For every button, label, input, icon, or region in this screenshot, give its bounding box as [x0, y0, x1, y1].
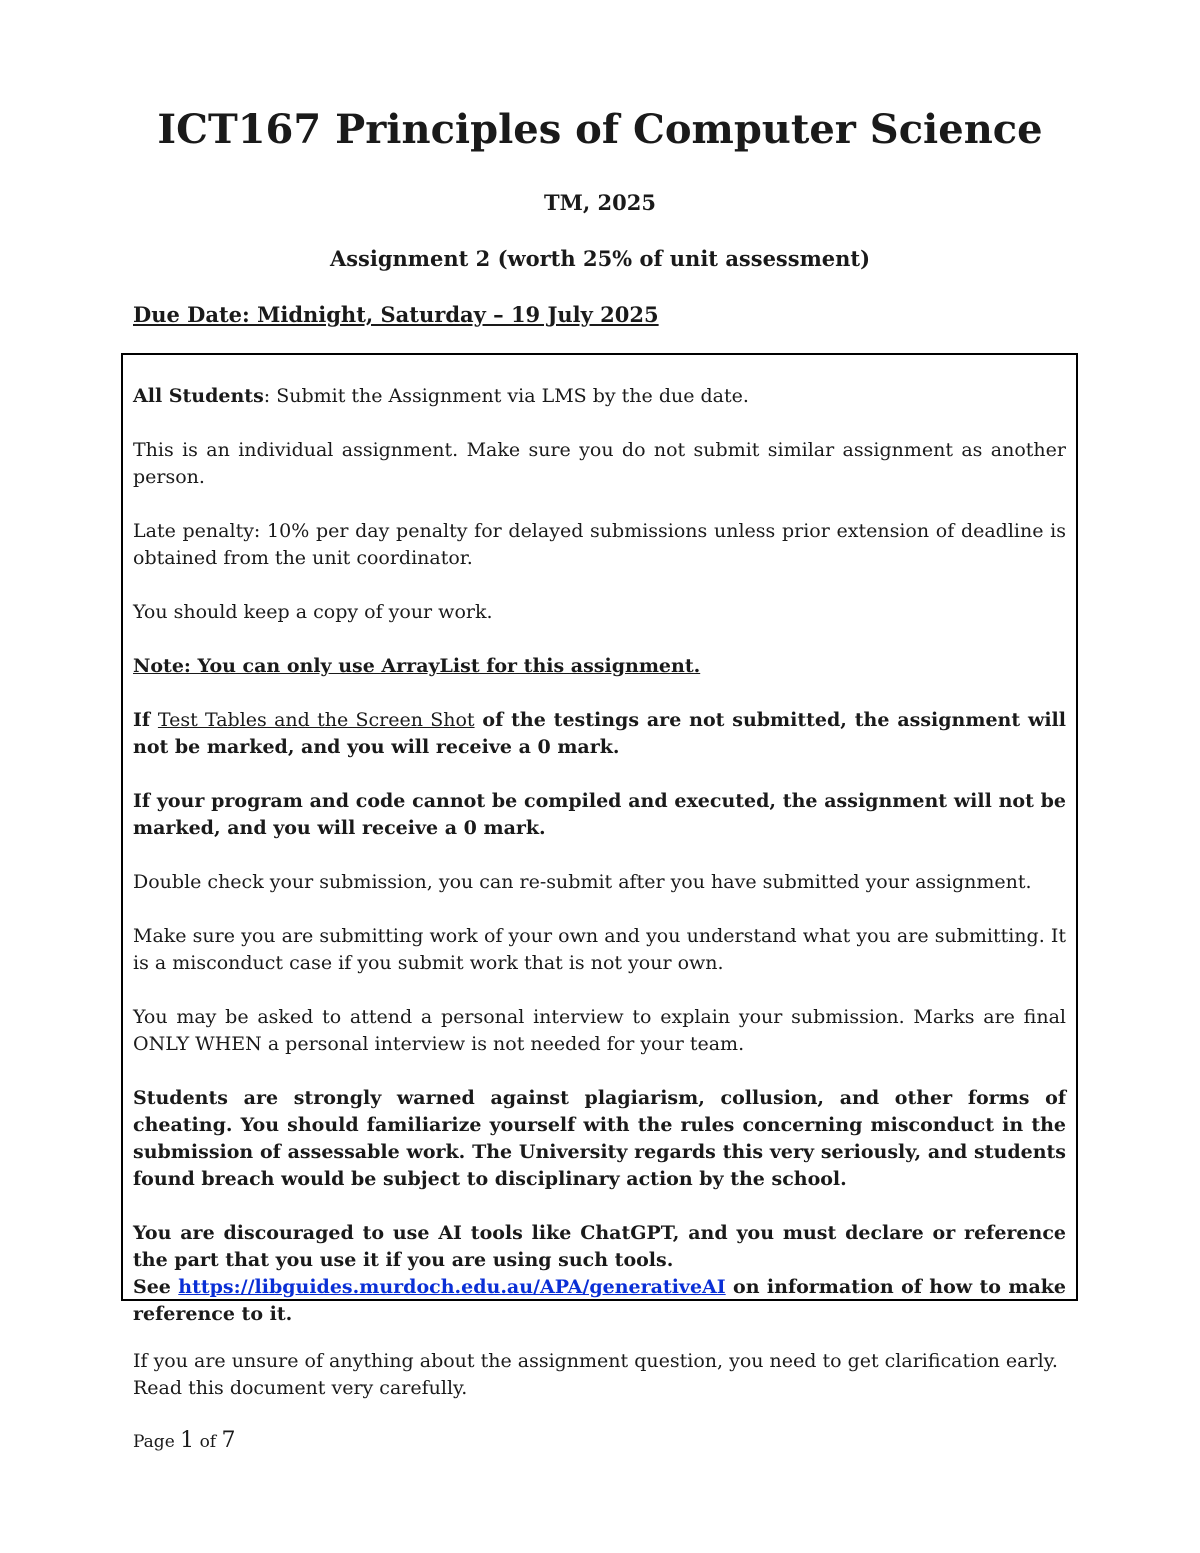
plagiarism-paragraph: Students are strongly warned against plagiarism, collusion, and other forms of cheating. You should familiarize yourself with the rules concerning misconduct in the submission of assessable work. The University regards this very seriously, and students found breach would be subject to disciplinary action by the school. [133, 1087, 1066, 1190]
due-date: Due Date: Midnight, Saturday – 19 July 2025 [133, 302, 659, 327]
double-check-paragraph: Double check your submission, you can re-submit after you have submitted your assignment. [133, 871, 1032, 893]
see-prefix: See [133, 1276, 179, 1298]
test-tables-paragraph [133, 707, 1066, 761]
instructions-box [121, 353, 1078, 1325]
term-year: TM, 2025 [544, 190, 656, 215]
all-students-paragraph [133, 383, 1066, 410]
assignment-heading: Assignment 2 (worth 25% of unit assessment) [329, 246, 871, 271]
page-label: Page [133, 1432, 181, 1452]
see-suffix: on information of how to make reference to it. [133, 1276, 1067, 1325]
total-pages: 7 [221, 1428, 236, 1453]
page-number: 1 [180, 1428, 195, 1453]
late-penalty-paragraph: Late penalty: 10% per day penalty for delayed submissions unless prior extension of deadline is obtained from the unit coordinator. [133, 520, 1066, 569]
document-title: ICT167 Principles of Computer Science [157, 106, 1043, 153]
arraylist-note: Note: You can only use ArrayList for this assignment. [133, 655, 701, 677]
clarification-paragraph: If you are unsure of anything about the assignment question, you need to get clarification early. Read this document very carefully. [133, 1350, 1058, 1399]
all-students-label: All Students [133, 385, 264, 407]
of-label: of [194, 1432, 222, 1452]
keep-copy-paragraph: You should keep a copy of your work. [133, 601, 493, 623]
test-tables-suffix: of the testings are not submitted, the assignment will not be marked, and you will receive a 0 mark. [133, 709, 1066, 758]
all-students-text: : Submit the Assignment via LMS by the due date. [263, 385, 749, 407]
ai-tools-paragraph [133, 1220, 1066, 1328]
interview-paragraph: You may be asked to attend a personal interview to explain your submission. Marks are final ONLY WHEN a personal interview is not needed for your team. [133, 1006, 1066, 1055]
test-tables-prefix: If [133, 709, 158, 731]
page-footer [133, 1428, 236, 1453]
ai-tools-text: You are discouraged to use AI tools like ChatGPT, and you must declare or reference the part that you use it if you are using such tools. [133, 1222, 1066, 1271]
own-work-paragraph: Make sure you are submitting work of your own and you understand what you are submitting. It is a misconduct case if you submit work that is not your own. [133, 925, 1066, 974]
apa-generative-ai-link[interactable]: https://libguides.murdoch.edu.au/APA/generativeAI [178, 1276, 726, 1298]
compile-paragraph: If your program and code cannot be compiled and executed, the assignment will not be marked, and you will receive a 0 mark. [133, 790, 1066, 839]
individual-paragraph: This is an individual assignment. Make sure you do not submit similar assignment as another person. [133, 439, 1066, 488]
instructions-content [133, 383, 1066, 1328]
test-tables-emphasis: Test Tables and the Screen Shot [157, 709, 475, 731]
